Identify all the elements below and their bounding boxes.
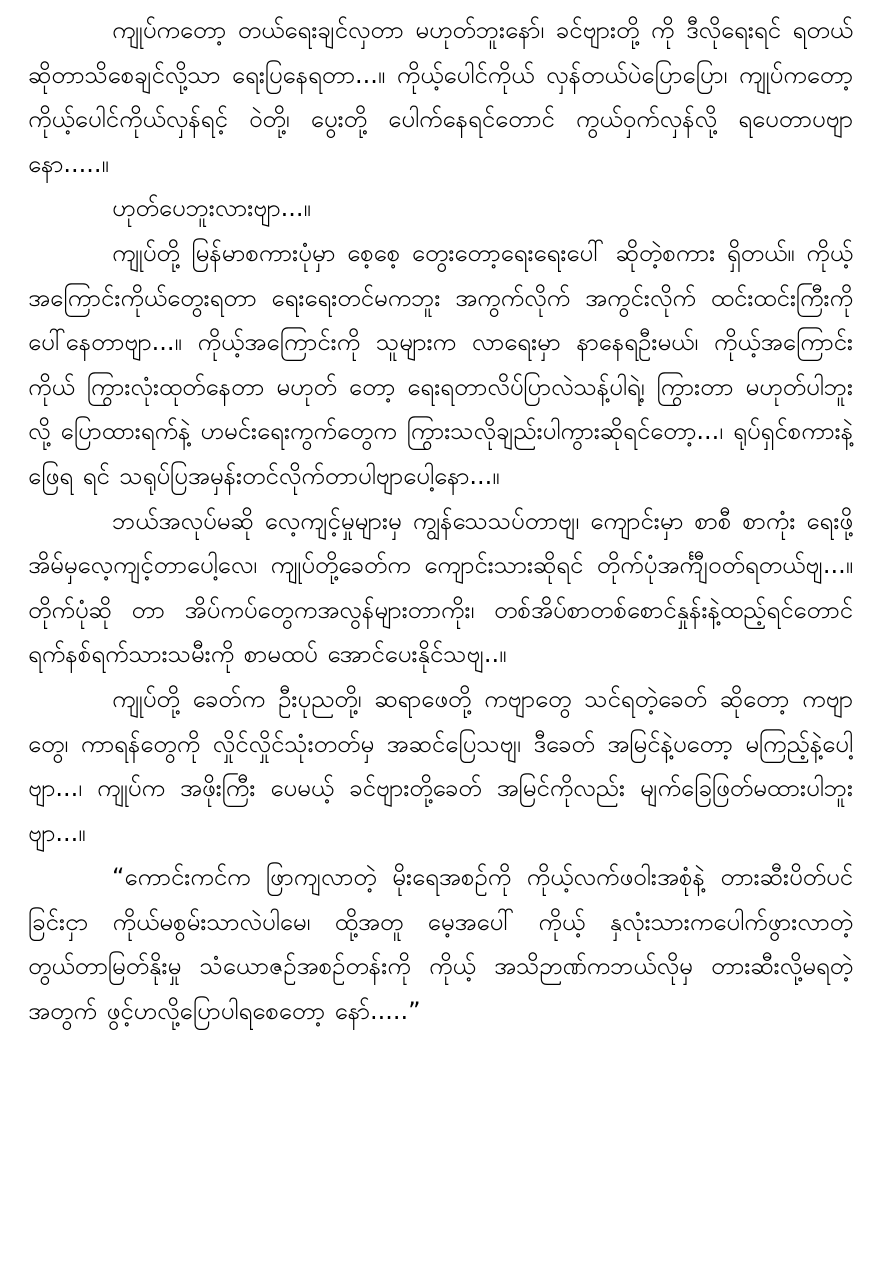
paragraph-1: ကျုပ်ကတော့ တယ်ရေးချင်လှတာ မဟုတ်ဘူးနော်၊ ခင်ဗျားတို့ ကို ဒီလိုရေးရင် ရတယ်ဆိုတာသိစေချင်လို့သာ ရေးပြနေရတာ...။ ကိုယ့်ပေါင်ကိုယ် လှန်တယ်ပဲပြောပြော၊ ကျုပ်ကတော့ ကိုယ့်ပေါင်ကိုယ်လှန်ရင့် ဝဲတို့၊ ပွေးတို့ ပေါက်နေရင်တောင် ကွယ်ဝှက်လှန်လို့ ရပေတာပဗျာ နော.....။: [28, 16, 853, 178]
paragraph-4: ဘယ်အလုပ်မဆို လေ့ကျင့်မှုများမှ ကျွန်သေသပ်တာဗျ၊ ကျောင်းမှာ စာစီ စာကုံး ရေးဖို့ အိမ်မှလေ့ကျင့်တာပေါ့လေ၊ ကျုပ်တို့ခေတ်က ကျောင်းသားဆိုရင် တိုက်ပုံအင်္ကျီဝတ်ရတယ်ဗျ...။ တိုက်ပုံဆို တာ အိပ်ကပ်တွေကအလွန်များတာကိုး၊ တစ်အိပ်စာတစ်စောင်နှုန်းနဲ့ထည့်ရင်တောင် ရက်နစ်ရက်သားသမီးကို စာမထပ် အောင်ပေးနိုင်သဗျ..။: [28, 506, 853, 669]
paragraph-6-quote: “ကောင်းကင်က ဖြာကျလာတဲ့ မိုးရေအစဉ်ကို ကိုယ့်လက်ဖဝါးအစုံနဲ့ တားဆီးပိတ်ပင်ခြင်းငှာ ကိုယ်မစွမ်းသာလဲပါမေ၊ ထို့အတူ မေ့အပေါ် ကိုယ့် နှလုံးသားကပေါက်ဖွားလာတဲ့ တွယ်တာမြတ်နိုးမှု သံယောဇဉ်အစဉ်တန်းကို ကိုယ့် အသိဉာဏ်ကဘယ်လိုမှ တားဆီးလို့မရတဲ့အတွက် ဖွင့်ဟလို့ပြောပါရစေတော့ နော်.....”: [28, 863, 853, 1026]
paragraph-3: ကျုပ်တို့ မြန်မာစကားပုံမှာ စေ့စေ့ တွေးတော့ရေးရေးပေါ် ဆိုတဲ့စကား ရှိတယ်။ ကိုယ့်အကြောင်းကိုယ်တွေးရတာ ရေးရေးတင်မကဘူး အကွက်လိုက် အကွင်းလိုက် ထင်းထင်းကြီးကိုပေါ်နေတာဗျာ...။ ကိုယ့်အကြောင်းကို သူများက လာရေးမှာ နာနေရဦးမယ်၊ ကိုယ့်အကြောင်းကိုယ် ကြွားလုံးထုတ်နေတာ မဟုတ် တော့ ရေးရတာလိပ်ပြာလဲသန့်ပါရဲ့၊ ကြွားတာ မဟုတ်ပါဘူးလို့ ပြောထားရက်နဲ့ ဟမင်းရေးကွက်တွေက ကြွားသလိုချည်းပါကွားဆိုရင်တော့...၊ ရုပ်ရှင်စကားနဲ့ ဖြေရ ရင် သရုပ်ပြအမှန်းတင်လိုက်တာပါဗျာပေါ့နော...။: [28, 238, 853, 490]
paragraph-2: ဟုတ်ပေဘူးလားဗျာ...။: [112, 194, 311, 223]
paragraph-5: ကျုပ်တို့ ခေတ်က ဦးပုညတို့၊ ဆရာဖေတို့ ကဗျာတွေ သင်ရတဲ့ခေတ် ဆိုတော့ ကဗျာတွေ၊ ကာရန်တွေကို လှိုင်လှိုင်သုံးတတ်မှ အဆင်ပြေသဗျ၊ ဒီခေတ် အမြင်နဲ့ပတော့ မကြည့်နဲ့ပေါ့ဗျာ...၊ ကျုပ်က အဖိုးကြီး ပေမယ့် ခင်ဗျားတို့ခေတ် အမြင်ကိုလည်း မျက်ခြေဖြတ်မထားပါဘူးဗျာ...။: [28, 684, 853, 847]
